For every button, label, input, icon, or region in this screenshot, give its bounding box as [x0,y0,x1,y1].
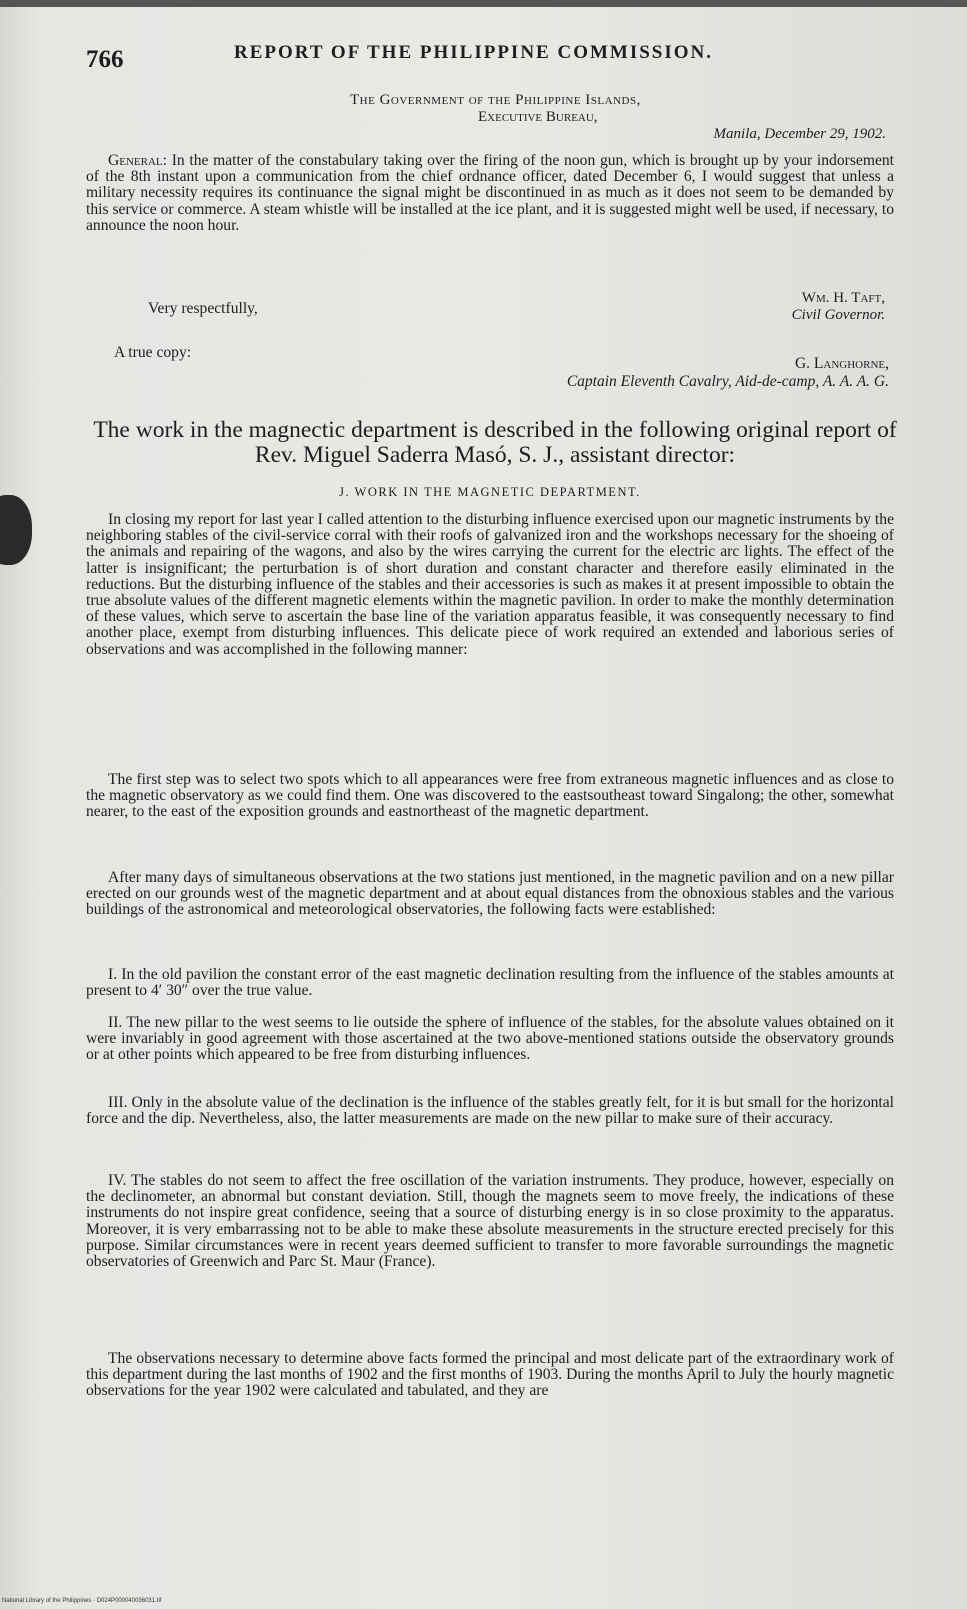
intro-statement: The work in the magnectic department is described in the following original report of Rev. Miguel Saderra Masó, S. J., assistant director: [93,417,897,468]
scan-thumb-shadow [0,495,32,565]
paragraph-6: III. Only in the absolute value of the declination is the influence of the stables greatly felt, for it is but small for the horizontal force and the dip. Nevertheless, also, the latter measurements are made on the new pillar to make sure of their accuracy. [86,1094,894,1128]
letter-heading-government: The Government of the Philippine Islands, [350,92,641,108]
copy-title: Captain Eleventh Cavalry, Aid-de-camp, A. A. A. G. [566,373,889,390]
letter-signature [792,290,885,324]
scan-top-edge [0,0,967,7]
true-copy-label: A true copy: [114,344,192,361]
page-number: 766 [86,46,124,73]
paragraph-7: IV. The stables do not seem to affect the free oscillation of the variation instruments. They produce, however, especially on the declinometer, an abnormal but constant deviation. Still, though the magnets seem to move freely, the indications of these instruments do not inspire great confidence, seeing that a source of disturbing energy is in so close proximity to the apparatus. Moreover, it is very embarrassing not to be able to make these absolute measurements in the structure erected precisely for this purpose. Similar circumstances were in recent years deemed sufficient to transfer to more favorable surroundings the magnetic observatories of Greenwich and Parc St. Maur (France). [86,1172,894,1271]
section-title: J. WORK IN THE MAGNETIC DEPARTMENT. [339,485,641,499]
letter-body-text: In the matter of the constabulary taking over the firing of the noon gun, which is brought up by your indorsement of the 8th instant upon a communication from the chief ordnance officer, dated December 6, I would suggest that unless a military necessity requires its continuance the signal might be discontinued in as much as it does not seem to be demanded by this service or commerce. A steam whistle will be installed at the ice plant, and it is suggested might well be used, if necessary, to announce the noon hour. [86,152,894,234]
letter-heading-bureau: Executive Bureau, [478,109,598,125]
signer-name: Wm. H. Taft, [801,290,885,306]
letter-salutation: General: [108,152,167,169]
letter-body [86,153,894,234]
paragraph-3: After many days of simultaneous observations at the two stations just mentioned, in the magnetic pavilion and on a new pillar erected on our grounds west of the magnetic department and at about equal distances from the obnoxious stables and the various buildings of the astronomical and meteorological observatories, the following facts were established: [86,869,894,919]
copy-name: G. Langhorne, [794,355,889,372]
paragraph-1: In closing my report for last year I called attention to the disturbing influence exercised upon our magnetic instruments by the neighboring stables of the civil-service corral with their roofs of galvanized iron and the workshops necessary for the shoeing of the animals and repairing of the wagons, and also by the wires carrying the current for the electric arc lights. The effect of the latter is insignificant; the perturbation is of short duration and constant character and therefore easily eliminated in the reductions. But the disturbing influence of the stables and their accessories is such as makes it at present impossible to obtain the true absolute values of the different magnetic elements within the magnetic pavilion. In order to make the monthly determination of these values, which serve to ascertain the base line of the variation apparatus feasible, it was consequently necessary to find another place, exempt from disturbing influences. This delicate piece of work required an extended and laborious series of observations and was accomplished in the following manner: [86,511,894,658]
letter-heading [350,92,890,143]
paragraph-8: The observations necessary to determine above facts formed the principal and most delicate part of the extraordinary work of this department during the last months of 1902 and the first months of 1903. During the months April to July the hourly magnetic observations for the year 1902 were calculated and tabulated, and they are [86,1350,894,1400]
paragraph-5: II. The new pillar to the west seems to lie outside the sphere of influence of the stables, for the absolute values obtained on it were invariably in good agreement with those ascertained at the two above-mentioned stations outside the observatory grounds or at other points which appeared to be free from disturbing influences. [86,1014,894,1064]
paragraph-4: I. In the old pavilion the constant error of the east magnetic declination resulting from the influence of the stables amounts at present to 4′ 30″ over the true value. [86,966,894,1000]
running-head: REPORT OF THE PHILIPPINE COMMISSION. [234,42,714,63]
signer-title: Civil Governor. [791,307,885,323]
letter-closing: Very respectfully, [148,300,258,317]
paragraph-2: The first step was to select two spots which to all appearances were free from extraneous magnetic influences and as close to the magnetic observatory as we could find them. One was discovered to the eastsoutheast toward Singalong; the other, somewhat nearer, to the east of the exposition grounds and eastnortheast of the magnetic department. [86,771,894,821]
copy-attestation [567,355,889,391]
letter-heading-date: Manila, December 29, 1902. [713,126,886,142]
scan-footer-note: National Library of the Philippines · D024P000040036031.tif [2,1598,162,1604]
page-header [86,42,886,76]
